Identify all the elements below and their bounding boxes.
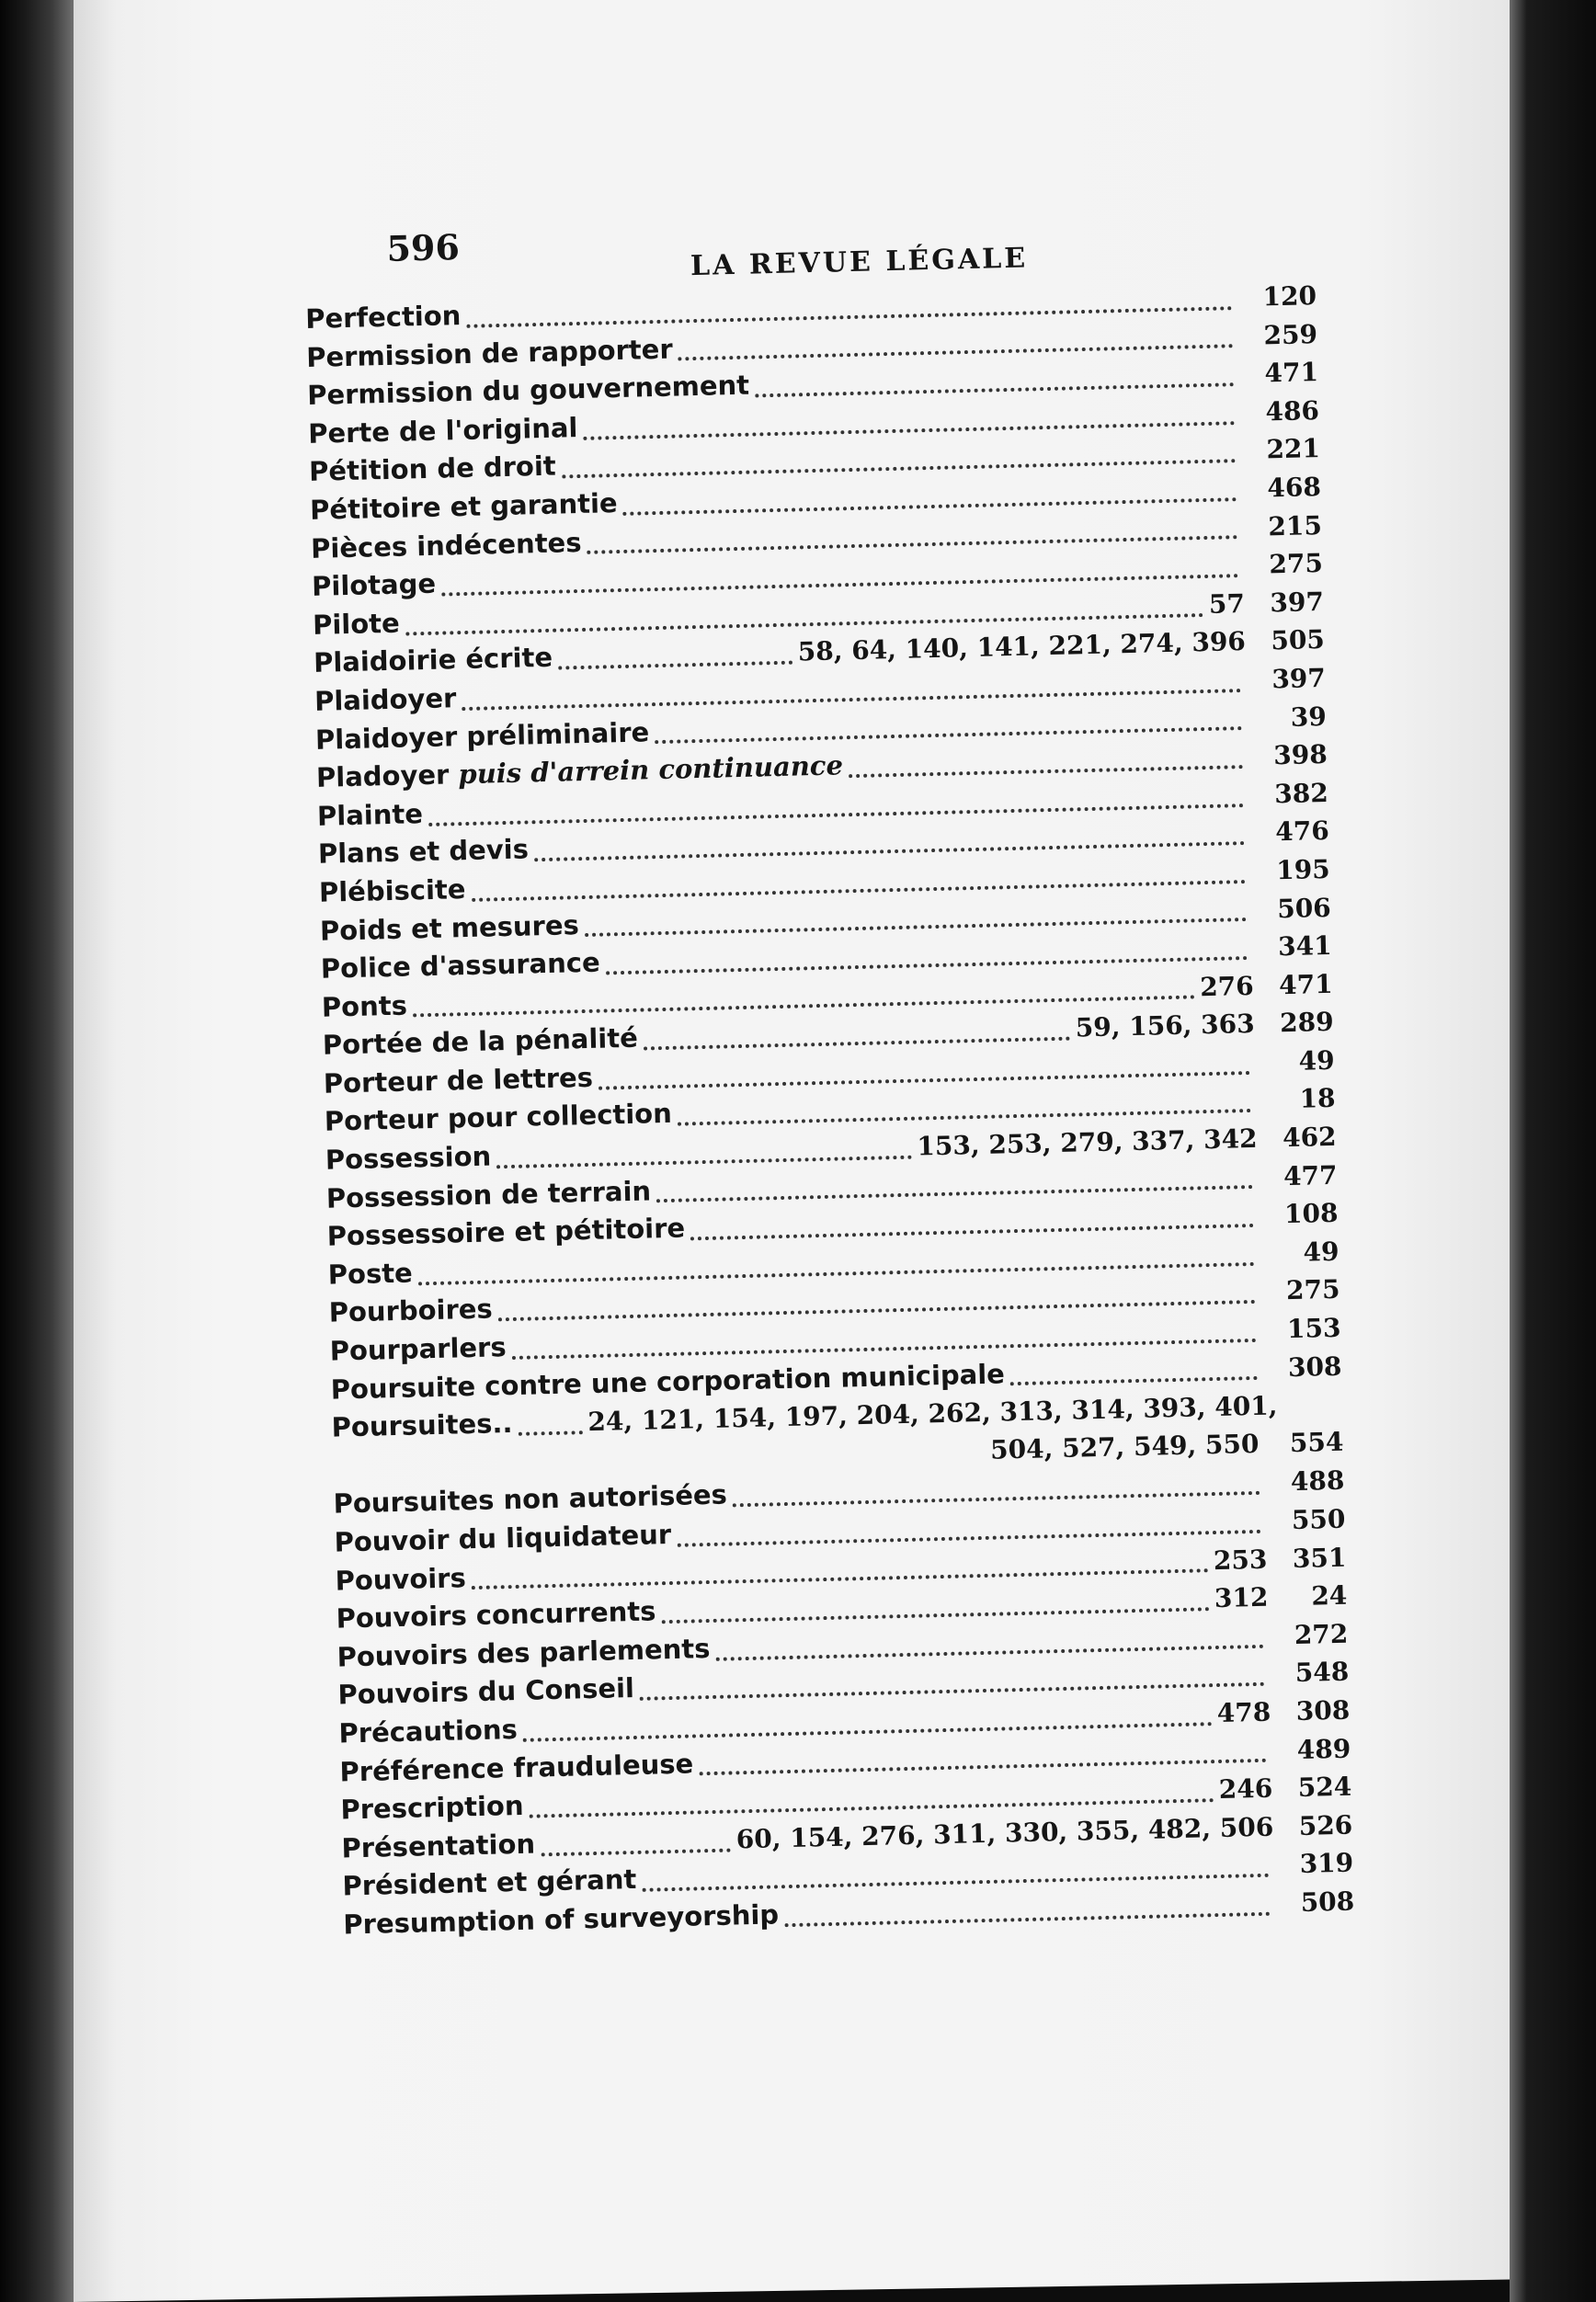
entry-refs: 24, 121, 154, 197, 204, 262, 313, 314, 393, 401,: [587, 1390, 1278, 1438]
entry-term: Perfection: [304, 299, 462, 335]
entry-term: Portée de la pénalité: [322, 1021, 639, 1062]
entry-term: Porteur de lettres: [323, 1061, 594, 1100]
entry-page: 24: [1310, 1579, 1348, 1612]
entry-page: 488: [1290, 1465, 1345, 1498]
entry-page: 49: [1303, 1236, 1340, 1268]
dot-leader: [699, 1759, 1266, 1776]
entry-page: 39: [1290, 701, 1328, 733]
entry-refs: 57: [1208, 587, 1246, 620]
entry-refs-continued: 504, 527, 549, 550: [989, 1428, 1260, 1465]
entry-page: 18: [1299, 1083, 1336, 1115]
entry-page: 382: [1273, 777, 1329, 809]
entry-page: 275: [1269, 548, 1324, 580]
dot-leader: [541, 1848, 731, 1856]
entry-page: 49: [1298, 1044, 1335, 1077]
entry-page: 554: [1289, 1426, 1344, 1458]
entry-page: 289: [1279, 1007, 1334, 1039]
entry-term: Pétitoire et garantie: [309, 487, 618, 526]
dot-leader: [690, 1224, 1254, 1240]
entry-term-italic: puis d'arrein continuance: [458, 749, 844, 791]
entry-page: 506: [1276, 892, 1332, 924]
entry-term: Plébiscite: [318, 872, 466, 908]
entry-term: Permission de rapporter: [305, 333, 674, 373]
entry-term: Pouvoirs concurrents: [336, 1595, 656, 1635]
entry-page: 550: [1291, 1503, 1346, 1536]
dot-leader: [644, 1037, 1070, 1051]
entry-refs: 276: [1199, 970, 1255, 1002]
dot-leader: [755, 382, 1234, 397]
entry-term: Plaidoirie écrite: [313, 642, 553, 679]
entry-page: 272: [1294, 1618, 1349, 1650]
entry-term: Pilotage: [311, 567, 437, 603]
entry-refs: 60, 154, 276, 311, 330, 355, 482, 506: [735, 1811, 1274, 1855]
entry-term: Poursuite contre une corporation municipale: [330, 1358, 1006, 1406]
page-edge: [1510, 0, 1596, 2302]
entry-term: Pourboires: [328, 1293, 494, 1329]
entry-term: Poids et mesures: [319, 908, 580, 947]
entry-term: Pièces indécentes: [310, 526, 582, 564]
entry-term: Pouvoirs: [335, 1561, 467, 1597]
entry-term: Porteur pour collection: [324, 1098, 673, 1138]
entry-page: 153: [1286, 1312, 1341, 1345]
entry-page: 462: [1282, 1121, 1337, 1154]
entry-page: 471: [1264, 357, 1319, 389]
entry-page: 259: [1263, 318, 1318, 351]
entry-page: 468: [1267, 471, 1322, 504]
entry-page: 508: [1300, 1886, 1355, 1918]
entry-refs: 312: [1214, 1581, 1269, 1614]
entry-term: Perte de l'original: [307, 411, 578, 450]
entry-page: 526: [1298, 1809, 1353, 1841]
entry-page: 397: [1270, 586, 1325, 619]
entry-term: Pouvoirs du Conseil: [337, 1672, 635, 1711]
entry-term: Poursuites..: [331, 1407, 513, 1443]
entry-term: Présentation: [341, 1828, 536, 1864]
entry-page: 486: [1265, 394, 1320, 427]
entry-term: Prescription: [340, 1789, 524, 1826]
entry-term: Pladoyer: [315, 758, 450, 793]
entry-page: 398: [1272, 739, 1328, 771]
entry-term: Précautions: [338, 1713, 519, 1749]
entry-refs: 478: [1216, 1696, 1271, 1728]
entry-term: Possession de terrain: [325, 1175, 652, 1214]
entry-refs: 59, 156, 363: [1075, 1009, 1256, 1043]
dot-leader: [519, 1430, 583, 1436]
dot-leader: [662, 1607, 1210, 1624]
entry-refs: 153, 253, 279, 337, 342: [917, 1123, 1258, 1162]
page-number: 596: [385, 226, 461, 269]
entry-page: 489: [1296, 1733, 1351, 1765]
dot-leader: [1010, 1376, 1258, 1385]
entry-refs: 58, 64, 140, 141, 221, 274, 396: [797, 626, 1247, 667]
entry-page: 319: [1299, 1847, 1354, 1880]
entry-term: Pétition de droit: [308, 450, 557, 488]
dot-leader: [849, 765, 1243, 778]
entry-page: 308: [1295, 1694, 1351, 1726]
entry-term: Poste: [327, 1257, 414, 1291]
dot-leader: [496, 1156, 911, 1169]
index-list: [305, 279, 1342, 1412]
entry-term: Ponts: [321, 989, 408, 1023]
dot-leader: [558, 661, 792, 670]
entry-term: Permission du gouvernement: [306, 369, 750, 412]
entry-term: Plaidoyer préliminaire: [314, 715, 650, 756]
entry-refs: 246: [1218, 1772, 1273, 1806]
entry-page: 477: [1282, 1159, 1338, 1191]
entry-page: 397: [1271, 662, 1327, 695]
entry-page: 505: [1270, 624, 1326, 656]
entry-page: 108: [1283, 1198, 1339, 1230]
entry-term: Pourparlers: [329, 1331, 507, 1367]
entry-page: 195: [1275, 853, 1331, 886]
journal-title: LA REVUE LÉGALE: [690, 242, 1029, 283]
dot-leader: [784, 1911, 1270, 1926]
index-page-content: [303, 206, 1355, 1947]
entry-term: Préférence frauduleuse: [339, 1748, 694, 1788]
dot-leader: [716, 1644, 1264, 1660]
entry-term: Presumption of surveyorship: [343, 1898, 780, 1941]
entry-term: Plaidoyer: [314, 682, 457, 717]
entry-page: 548: [1294, 1657, 1350, 1689]
entry-term: Pouvoir du liquidateur: [334, 1518, 672, 1558]
dot-leader: [678, 345, 1233, 361]
entry-page: 308: [1287, 1350, 1342, 1383]
index-list: [333, 1464, 1354, 1947]
entry-page: 275: [1285, 1274, 1340, 1306]
entry-page: 476: [1274, 815, 1330, 848]
entry-term: Pouvoirs des parlements: [336, 1632, 711, 1673]
entry-term: Pilote: [312, 607, 401, 641]
entry-term: Possessoire et pétitoire: [326, 1212, 686, 1252]
entry-page: 351: [1292, 1542, 1347, 1574]
dot-leader: [678, 1109, 1251, 1126]
entry-page: 471: [1278, 968, 1334, 1000]
entry-term: Police d'assurance: [320, 946, 601, 985]
entry-term: Plainte: [316, 797, 424, 832]
dot-leader: [733, 1491, 1260, 1508]
entry-term: Plans et devis: [317, 833, 530, 871]
entry-page: 120: [1262, 280, 1317, 313]
entry-refs: 253: [1213, 1544, 1268, 1576]
entry-term: Président et gérant: [342, 1863, 637, 1902]
entry-page: 524: [1297, 1771, 1352, 1804]
entry-term: Poursuites non autorisées: [333, 1478, 728, 1521]
book-binding: [0, 0, 74, 2302]
entry-page: 215: [1268, 509, 1323, 541]
entry-page: 221: [1266, 433, 1321, 465]
entry-term: Possession: [325, 1140, 492, 1176]
entry-page: 341: [1277, 929, 1333, 963]
